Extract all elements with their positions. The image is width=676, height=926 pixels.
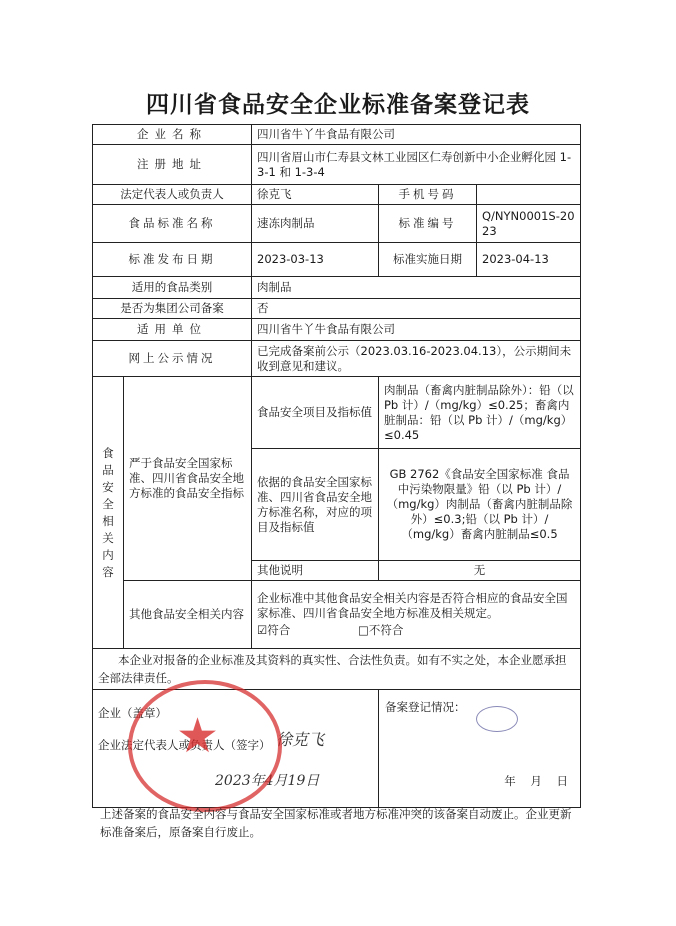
label-group-filing: 是否为集团公司备案 [93, 299, 252, 319]
value-std-name: 速冻肉制品 [252, 205, 379, 243]
label-category: 适用的食品类别 [93, 277, 252, 299]
label-impl-date: 标准实施日期 [379, 243, 477, 277]
label-related-content: 食 品 安 全 相 关 内 容 [93, 377, 124, 649]
value-phone [477, 185, 581, 205]
comply-options [257, 623, 575, 638]
value-other-related [252, 581, 581, 649]
label-publicity: 网上公示情况 [93, 341, 252, 377]
row-indicator [93, 377, 581, 449]
label-std-no: 标准编号 [379, 205, 477, 243]
row-company [93, 125, 581, 145]
row-legal-rep [93, 185, 581, 205]
label-phone: 手机号码 [379, 185, 477, 205]
value-publicity: 已完成备案前公示（2023.03.16-2023.04.13），公示期间未收到意见和建议。 [252, 341, 581, 377]
row-dates [93, 243, 581, 277]
row-other-related [93, 581, 581, 649]
label-publish-date: 标准发布日期 [93, 243, 252, 277]
value-basis: GB 2762《食品安全国家标准 食品中污染物限量》铅（以 Pb 计）/（mg/kg）肉制品（畜禽内脏制品除外）≤0.3;铅（以 Pb 计）/（mg/kg）畜禽内脏制品≤0.5 [379, 449, 581, 561]
other-related-text: 企业标准中其他食品安全相关内容是否符合相应的食品安全国家标准、四川省食品安全地方标准及相关规定。 [257, 591, 568, 620]
label-unit: 适用单位 [93, 319, 252, 341]
value-unit: 四川省牛丫牛食品有限公司 [252, 319, 581, 341]
filing-date: 年 月 日 [504, 774, 569, 788]
value-group-filing: 否 [252, 299, 581, 319]
value-indicator: 肉制品（畜禽内脏制品除外）：铅（以 Pb 计）/（mg/kg）≤0.25；畜禽内脏制品：铅（以 Pb 计）/（mg/kg）≤0.45 [379, 377, 581, 449]
label-indicator: 食品安全项目及指标值 [252, 377, 379, 449]
label-company-name: 企业名称 [93, 125, 252, 145]
value-other-note: 无 [379, 561, 581, 581]
company-seal-label: 企业（盖章） [98, 706, 167, 720]
rep-sign-label: 企业法定代表人或负责人（签字） [98, 738, 271, 752]
not-comply-unchecked: □不符合 [357, 623, 404, 637]
comply-checked: ☑符合 [257, 623, 291, 637]
filing-label: 备案登记情况： [385, 700, 466, 714]
label-other-related: 其他食品安全相关内容 [124, 581, 252, 649]
value-company-name: 四川省牛丫牛食品有限公司 [252, 125, 581, 145]
page-title: 四川省食品安全企业标准备案登记表 [146, 92, 530, 118]
label-std-name: 食品标准名称 [93, 205, 252, 243]
filing-area [379, 690, 581, 808]
value-address: 四川省眉山市仁寿县文林工业园区仁寿创新中小企业孵化园 1-3-1 和 1-3-4 [252, 145, 581, 185]
row-declaration [93, 649, 581, 690]
footer-note: 上述备案的食品安全内容与食品安全国家标准或者地方标准冲突的该备案自动废止。企业更新标准备案后，原备案自行废止。 [100, 807, 572, 839]
handwritten-signature: 徐克飞 [276, 730, 325, 749]
seal-star-icon: ★ [176, 708, 220, 764]
label-legal-rep: 法定代表人或负责人 [93, 185, 252, 205]
row-address [93, 145, 581, 185]
filing-stamp-icon [476, 706, 518, 732]
value-impl-date: 2023-04-13 [477, 243, 581, 277]
value-legal-rep: 徐克飞 [252, 185, 379, 205]
value-category: 肉制品 [252, 277, 581, 299]
value-std-no: Q/NYN0001S-2023 [477, 205, 581, 243]
label-strict: 严于食品安全国家标准、四川省食品安全地方标准的食品安全指标 [124, 377, 252, 581]
row-category [93, 277, 581, 299]
value-publish-date: 2023-03-13 [252, 243, 379, 277]
row-publicity [93, 341, 581, 377]
sign-date: 2023年4月19日 [215, 773, 320, 789]
label-basis: 依据的食品安全国家标准、四川省食品安全地方标准名称，对应的项目及指标值 [252, 449, 379, 561]
label-address: 注册地址 [93, 145, 252, 185]
label-other-note: 其他说明 [252, 561, 379, 581]
declaration-text: 本企业对报备的企业标准及其资料的真实性、合法性负责。如有不实之处，本企业愿承担全部法律责任。 [93, 649, 581, 690]
row-std-name [93, 205, 581, 243]
row-unit [93, 319, 581, 341]
row-group [93, 299, 581, 319]
